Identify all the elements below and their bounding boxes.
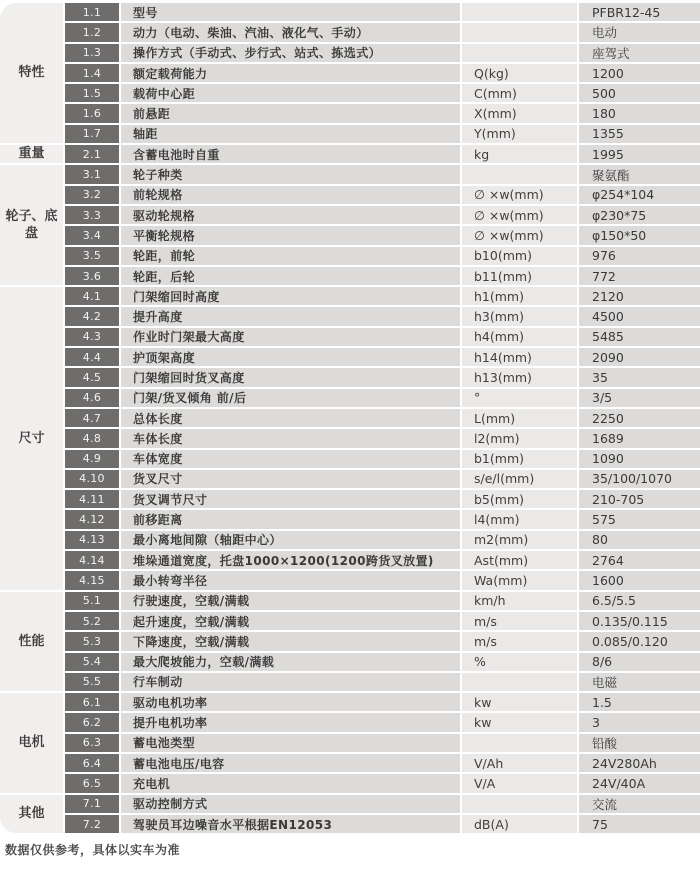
spec-row-number-badge: 1.4 [65,64,119,82]
spec-row-number-badge: 3.4 [65,226,119,244]
spec-unit: Wa(mm) [462,571,577,589]
spec-value: 3/5 [579,389,700,407]
spec-value: 24V/40A [579,774,700,792]
spec-unit: ∅ ×w(mm) [462,186,577,204]
spec-description: 平衡轮规格 [121,226,460,244]
spec-unit: l4(mm) [462,510,577,528]
spec-row-number-badge: 7.1 [65,795,119,813]
spec-unit: ∅ ×w(mm) [462,206,577,224]
spec-value: 2764 [579,551,700,569]
spec-unit: h14(mm) [462,348,577,366]
spec-description: 蓄电池电压/电容 [121,754,460,772]
spec-description: 载荷中心距 [121,84,460,102]
spec-unit: b5(mm) [462,490,577,508]
spec-unit [462,673,577,691]
spec-row-number-badge: 3.3 [65,206,119,224]
spec-value: PFBR12-45 [579,3,700,21]
spec-unit: kg [462,145,577,163]
spec-value: 1689 [579,429,700,447]
category-cell: 轮子、底盘 [0,165,63,285]
spec-value: 1995 [579,145,700,163]
spec-unit: Y(mm) [462,125,577,143]
spec-description: 驱动轮规格 [121,206,460,224]
spec-row-number-badge: 4.9 [65,450,119,468]
spec-row-number-badge: 4.12 [65,510,119,528]
category-cell: 电机 [0,693,63,792]
spec-description: 作业时门架最大高度 [121,328,460,346]
spec-value: 6.5/5.5 [579,592,700,610]
spec-description: 操作方式（手动式、步行式、站式、拣选式） [121,44,460,62]
spec-unit: X(mm) [462,104,577,122]
spec-unit: m/s [462,612,577,630]
spec-description: 前轮规格 [121,186,460,204]
spec-row-number-badge: 6.4 [65,754,119,772]
spec-description: 堆垛通道宽度，托盘1000×1200(1200跨货叉放置) [121,551,460,569]
spec-unit: b10(mm) [462,247,577,265]
spec-unit: h3(mm) [462,307,577,325]
spec-description: 提升高度 [121,307,460,325]
spec-value: 976 [579,247,700,265]
category-cell: 重量 [0,145,63,163]
spec-row-number-badge: 3.6 [65,267,119,285]
spec-value: 1355 [579,125,700,143]
spec-value: 1.5 [579,693,700,711]
spec-unit [462,3,577,21]
spec-row-number-badge: 6.3 [65,734,119,752]
spec-row-number-badge: 4.13 [65,531,119,549]
spec-unit: kw [462,693,577,711]
spec-unit: b1(mm) [462,450,577,468]
spec-unit [462,23,577,41]
spec-description: 驱动电机功率 [121,693,460,711]
spec-value: 座驾式 [579,44,700,62]
spec-value: 0.085/0.120 [579,632,700,650]
spec-row-number-badge: 6.2 [65,713,119,731]
spec-row-number-badge: 3.1 [65,165,119,183]
spec-row-number-badge: 4.2 [65,307,119,325]
spec-unit: h1(mm) [462,287,577,305]
spec-description: 额定载荷能力 [121,64,460,82]
spec-row-number-badge: 4.8 [65,429,119,447]
spec-value: 电磁 [579,673,700,691]
spec-description: 轮距，后轮 [121,267,460,285]
category-cell: 尺寸 [0,287,63,589]
spec-value: 180 [579,104,700,122]
spec-value: 5485 [579,328,700,346]
spec-value: 2090 [579,348,700,366]
spec-row-number-badge: 1.5 [65,84,119,102]
spec-value: 电动 [579,23,700,41]
spec-unit: km/h [462,592,577,610]
spec-row-number-badge: 4.7 [65,409,119,427]
spec-description: 行车制动 [121,673,460,691]
spec-row-number-badge: 6.5 [65,774,119,792]
spec-description: 动力（电动、柴油、汽油、液化气、手动） [121,23,460,41]
spec-description: 最小离地间隙（轴距中心） [121,531,460,549]
spec-value: φ230*75 [579,206,700,224]
spec-value: 1090 [579,450,700,468]
spec-description: 货叉尺寸 [121,470,460,488]
spec-value: 24V280Ah [579,754,700,772]
spec-description: 总体长度 [121,409,460,427]
spec-description: 车体长度 [121,429,460,447]
spec-unit: m/s [462,632,577,650]
spec-unit: % [462,653,577,671]
spec-unit: Ast(mm) [462,551,577,569]
spec-value: 聚氨酯 [579,165,700,183]
spec-value: 575 [579,510,700,528]
spec-description: 起升速度，空载/满载 [121,612,460,630]
spec-row-number-badge: 5.1 [65,592,119,610]
spec-description: 型号 [121,3,460,21]
spec-value: 35 [579,368,700,386]
spec-row-number-badge: 7.2 [65,815,119,833]
spec-unit: V/Ah [462,754,577,772]
spec-description: 门架缩回时高度 [121,287,460,305]
spec-row-number-badge: 2.1 [65,145,119,163]
spec-row-number-badge: 6.1 [65,693,119,711]
spec-row-number-badge: 5.4 [65,653,119,671]
spec-row-number-badge: 3.2 [65,186,119,204]
spec-value: 0.135/0.115 [579,612,700,630]
spec-value: 4500 [579,307,700,325]
spec-value: 80 [579,531,700,549]
spec-description: 充电机 [121,774,460,792]
spec-description: 前悬距 [121,104,460,122]
spec-value: 500 [579,84,700,102]
spec-row-number-badge: 1.1 [65,3,119,21]
spec-description: 前移距离 [121,510,460,528]
spec-unit: h4(mm) [462,328,577,346]
spec-description: 含蓄电池时自重 [121,145,460,163]
spec-row-number-badge: 5.5 [65,673,119,691]
spec-description: 最大爬坡能力，空载/满载 [121,653,460,671]
spec-row-number-badge: 1.2 [65,23,119,41]
spec-unit [462,795,577,813]
spec-unit: Q(kg) [462,64,577,82]
spec-row-number-badge: 4.6 [65,389,119,407]
spec-unit: s/e/l(mm) [462,470,577,488]
spec-value: 1200 [579,64,700,82]
spec-row-number-badge: 1.6 [65,104,119,122]
spec-description: 最小转弯半径 [121,571,460,589]
spec-row-number-badge: 4.14 [65,551,119,569]
spec-value: φ150*50 [579,226,700,244]
category-cell: 性能 [0,592,63,691]
spec-description: 下降速度，空载/满载 [121,632,460,650]
spec-row-number-badge: 1.3 [65,44,119,62]
spec-value: 210-705 [579,490,700,508]
spec-row-number-badge: 1.7 [65,125,119,143]
spec-description: 驱动控制方式 [121,795,460,813]
spec-unit: ∅ ×w(mm) [462,226,577,244]
footer-disclaimer: 数据仅供参考，具体以实车为准 [5,843,181,858]
spec-description: 轴距 [121,125,460,143]
spec-description: 蓄电池类型 [121,734,460,752]
spec-value: 772 [579,267,700,285]
spec-row-number-badge: 4.3 [65,328,119,346]
spec-unit [462,44,577,62]
spec-unit: ° [462,389,577,407]
spec-unit: kw [462,713,577,731]
spec-description: 行驶速度，空载/满载 [121,592,460,610]
spec-description: 轮距，前轮 [121,247,460,265]
spec-value: 75 [579,815,700,833]
spec-row-number-badge: 3.5 [65,247,119,265]
spec-unit [462,734,577,752]
spec-unit: b11(mm) [462,267,577,285]
spec-unit: dB(A) [462,815,577,833]
spec-row-number-badge: 5.2 [65,612,119,630]
spec-row-number-badge: 4.1 [65,287,119,305]
spec-value: 2120 [579,287,700,305]
category-cell: 其他 [0,795,63,834]
spec-value: 3 [579,713,700,731]
spec-unit: V/A [462,774,577,792]
spec-value: 2250 [579,409,700,427]
spec-description: 门架缩回时货叉高度 [121,368,460,386]
spec-value: φ254*104 [579,186,700,204]
spec-unit [462,165,577,183]
spec-description: 驾驶员耳边噪音水平根据EN12053 [121,815,460,833]
spec-value: 1600 [579,571,700,589]
spec-row-number-badge: 5.3 [65,632,119,650]
category-cell: 特性 [0,3,63,143]
spec-row-number-badge: 4.5 [65,368,119,386]
spec-description: 护顶架高度 [121,348,460,366]
spec-value: 35/100/1070 [579,470,700,488]
spec-description: 车体宽度 [121,450,460,468]
spec-description: 货叉调节尺寸 [121,490,460,508]
spec-description: 门架/货叉倾角 前/后 [121,389,460,407]
spec-unit: L(mm) [462,409,577,427]
spec-unit: C(mm) [462,84,577,102]
spec-unit: l2(mm) [462,429,577,447]
spec-description: 轮子种类 [121,165,460,183]
spec-value: 交流 [579,795,700,813]
spec-unit: h13(mm) [462,368,577,386]
spec-row-number-badge: 4.15 [65,571,119,589]
spec-row-number-badge: 4.4 [65,348,119,366]
spec-unit: m2(mm) [462,531,577,549]
spec-row-number-badge: 4.10 [65,470,119,488]
spec-row-number-badge: 4.11 [65,490,119,508]
spec-value: 铅酸 [579,734,700,752]
spec-value: 8/6 [579,653,700,671]
spec-description: 提升电机功率 [121,713,460,731]
